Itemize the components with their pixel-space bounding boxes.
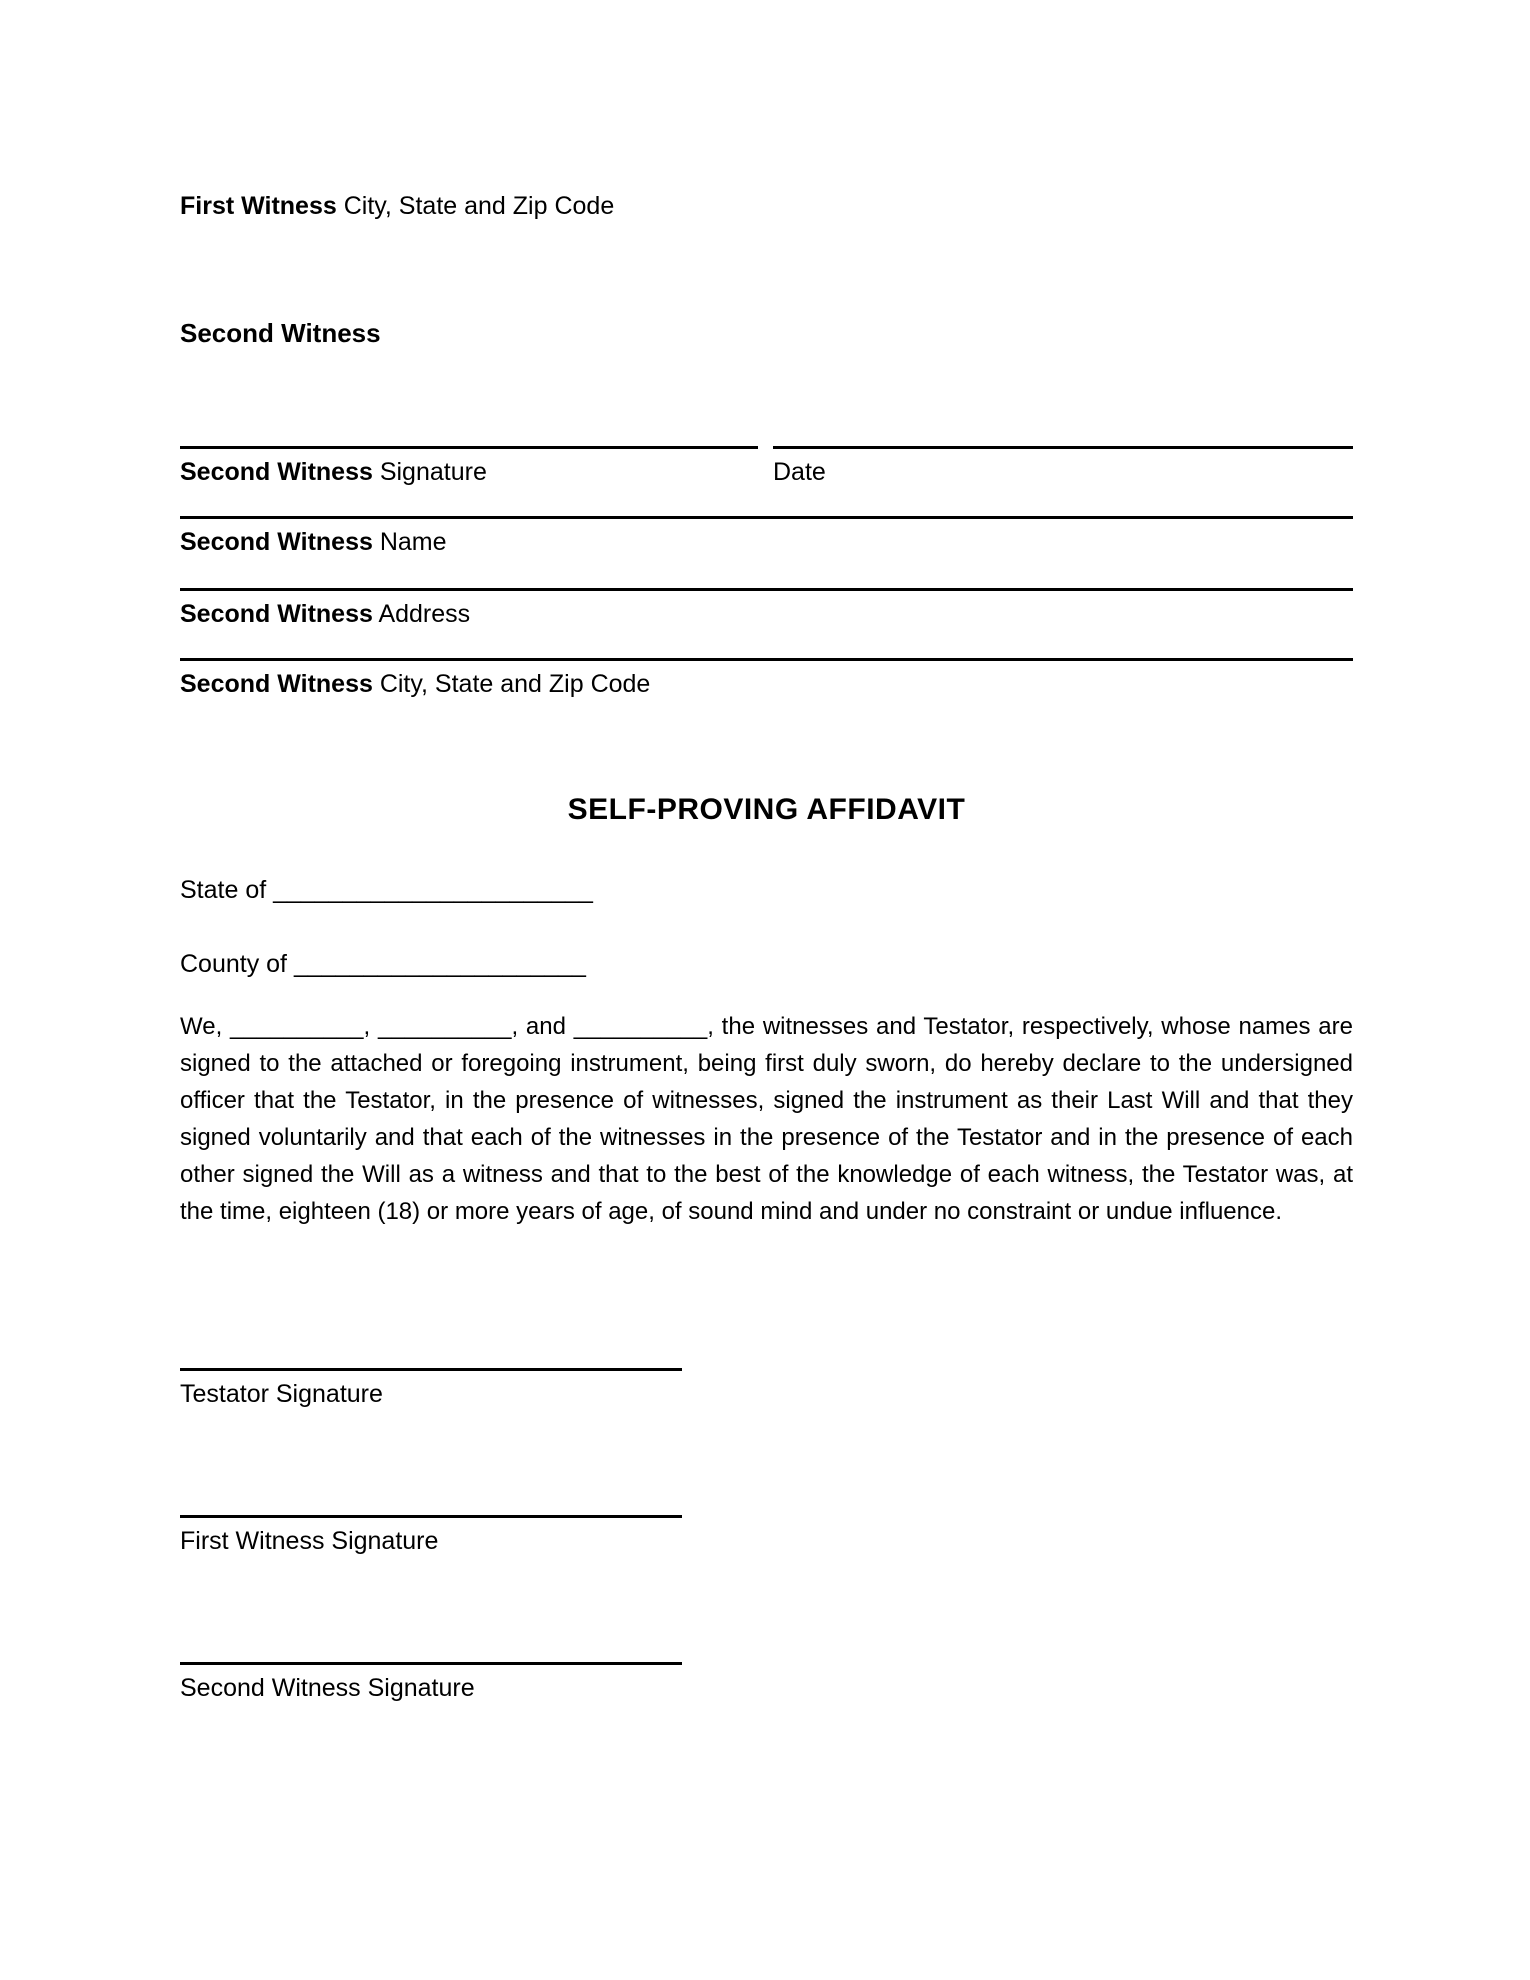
second-witness-signature-line[interactable]: [180, 446, 758, 449]
signature-rest-text: Signature: [379, 458, 487, 486]
second-witness-signature-field: [180, 446, 758, 487]
state-of-label: State of: [180, 876, 267, 904]
second-witness-address-field: [180, 588, 1353, 629]
first-witness-city-rest-text: City, State and Zip Code: [343, 192, 615, 220]
testator-signature-field: [180, 1368, 682, 1409]
first-witness-signature-line[interactable]: [180, 1515, 682, 1518]
affidavit-body: We, __________, __________, and __________, the witnesses and Testator, respectively, whose names are signed to the attached or foregoing instrument, being first duly sworn, do hereby declare to the undersigned officer that the Testator, in the presence of witnesses, signed the instrument as their Last Will and that they signed voluntarily and that each of the witnesses in the presence of the Testator and in the presence of each other signed the Will as a witness and that to the best of the knowledge of each witness, the Testator was, at the time, eighteen (18) or more years of age, of sound mind and under no constraint or undue influence.: [180, 1013, 1353, 1225]
testator-signature-label: Testator Signature: [180, 1380, 383, 1408]
first-witness-signature-field: [180, 1515, 682, 1556]
county-blank-line[interactable]: _____________________: [293, 950, 586, 978]
affidavit-title: SELF-PROVING AFFIDAVIT: [567, 793, 966, 826]
first-witness-city-label: [180, 192, 1353, 221]
second-witness-name-field: [180, 516, 1353, 557]
second-witness-bold-text: Second Witness: [180, 528, 373, 556]
affidavit-second-witness-signature-field: [180, 1662, 682, 1703]
first-witness-signature-label: First Witness Signature: [180, 1527, 439, 1555]
county-of-row: [180, 950, 1353, 979]
second-witness-address-label: [180, 600, 1353, 629]
second-witness-bold-text: Second Witness: [180, 600, 373, 628]
second-witness-signature-label: [180, 458, 758, 487]
date-label: Date: [773, 458, 826, 486]
first-witness-bold-text: First Witness: [180, 192, 337, 220]
second-witness-signature-date-row: [180, 446, 1353, 487]
second-witness-address-line[interactable]: [180, 588, 1353, 591]
state-blank-line[interactable]: _______________________: [273, 876, 593, 904]
date-line[interactable]: [773, 446, 1353, 449]
second-witness-name-label: [180, 528, 1353, 557]
affidavit-second-witness-signature-line[interactable]: [180, 1662, 682, 1665]
second-witness-city-line[interactable]: [180, 658, 1353, 661]
testator-signature-line[interactable]: [180, 1368, 682, 1371]
date-field: [773, 446, 1353, 487]
second-witness-bold-text: Second Witness: [180, 458, 373, 486]
county-of-label: County of: [180, 950, 288, 978]
address-rest-text: Address: [378, 600, 471, 628]
affidavit-second-witness-signature-label: Second Witness Signature: [180, 1674, 475, 1702]
city-state-zip-rest-text: City, State and Zip Code: [379, 670, 651, 698]
second-witness-city-label: [180, 670, 1353, 699]
name-rest-text: Name: [379, 528, 447, 556]
second-witness-city-field: [180, 658, 1353, 699]
second-witness-heading: Second Witness: [180, 318, 381, 348]
second-witness-bold-text: Second Witness: [180, 670, 373, 698]
second-witness-name-line[interactable]: [180, 516, 1353, 519]
state-of-row: [180, 876, 1353, 905]
